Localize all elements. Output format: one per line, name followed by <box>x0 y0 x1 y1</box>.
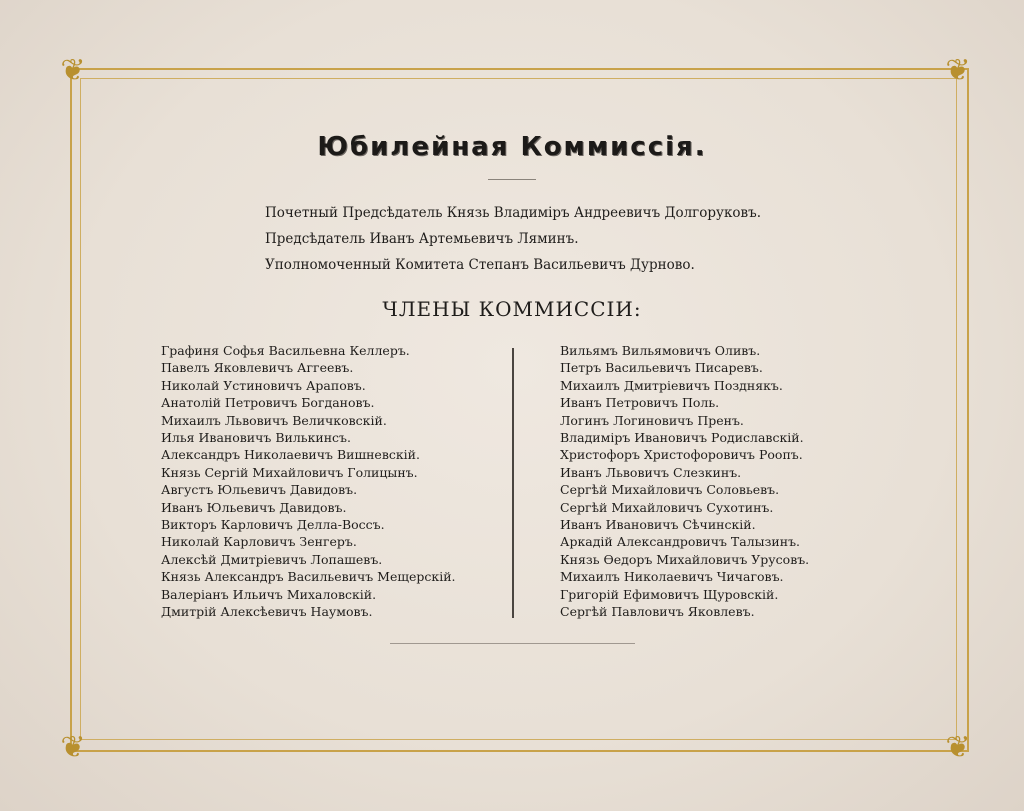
members-column-left <box>161 342 511 621</box>
list-item: Михаилъ Николаевичъ Чичаговъ. <box>560 569 784 585</box>
list-item: Михаилъ Дмитріевичъ Позднякъ. <box>560 377 783 393</box>
list-item: Петръ Васильевичъ Писаревъ. <box>560 360 763 376</box>
list-item: Августъ Юльевичъ Давидовъ. <box>161 482 358 498</box>
list-item: Илья Ивановичъ Вилькинсъ. <box>161 430 351 446</box>
bottom-divider <box>390 643 635 644</box>
list-item: Анатолій Петровичъ Богдановъ. <box>161 395 375 411</box>
column-divider <box>512 348 514 618</box>
list-item: Графиня Софья Васильевна Келлеръ. <box>161 343 410 358</box>
list-item: Иванъ Юльевичъ Давидовъ. <box>161 499 347 515</box>
list-item: Алексѣй Дмитріевичъ Лопашевъ. <box>161 551 383 567</box>
list-item: Сергѣй Павловичъ Яковлевъ. <box>560 604 755 620</box>
members-column-right <box>560 342 890 621</box>
list-item: Князь Александръ Васильевичъ Мещерскій. <box>161 569 456 585</box>
officer-committee-delegate: Уполномоченный Комитета Степанъ Васильевичъ Дурново. <box>265 257 695 273</box>
officer-honorary-chairman: Почетный Предсѣдатель Князь Владиміръ Андреевичъ Долгоруковъ. <box>265 205 761 221</box>
list-item: Григорій Ефимовичъ Щуровскій. <box>560 586 779 602</box>
list-item: Николай Устиновичъ Араповъ. <box>161 377 366 393</box>
list-item: Дмитрій Алексѣевичъ Наумовъ. <box>161 604 373 620</box>
list-item: Викторъ Карловичъ Делла-Воссъ. <box>161 517 385 533</box>
ornament-corner-icon: ❦ <box>945 730 971 765</box>
title-divider <box>488 179 536 180</box>
officer-chairman: Предсѣдатель Иванъ Артемьевичъ Ляминъ. <box>265 231 579 247</box>
list-item: Михаилъ Львовичъ Величковскій. <box>161 412 387 428</box>
page-title: Юбилейная Коммиссія. <box>317 132 707 162</box>
list-item: Иванъ Львовичъ Слезкинъ. <box>560 464 742 480</box>
list-item: Сергѣй Михайловичъ Сухотинъ. <box>560 499 774 515</box>
list-item: Аркадій Александровичъ Талызинъ. <box>560 534 801 550</box>
list-item: Иванъ Петровичъ Поль. <box>560 395 720 411</box>
ornament-corner-icon: ❦ <box>60 53 86 88</box>
list-item: Владиміръ Ивановичъ Родиславскій. <box>560 430 804 446</box>
list-item: Христофоръ Христофоровичъ Роопъ. <box>560 447 803 463</box>
list-item: Сергѣй Михайловичъ Соловьевъ. <box>560 482 780 498</box>
list-item: Князь Ѳедоръ Михайловичъ Урусовъ. <box>560 551 810 567</box>
list-item: Князь Сергій Михайловичъ Голицынъ. <box>161 464 418 480</box>
list-item: Павелъ Яковлевичъ Аггеевъ. <box>161 360 354 376</box>
ornament-corner-icon: ❦ <box>945 53 971 88</box>
list-item: Логинъ Логиновичъ Пренъ. <box>560 412 744 428</box>
officers-list <box>265 200 825 278</box>
list-item: Александръ Николаевичъ Вишневскій. <box>161 447 420 463</box>
list-item: Иванъ Ивановичъ Сѣчинскій. <box>560 517 756 533</box>
members-heading: ЧЛЕНЫ КОММИССІИ: <box>382 297 642 321</box>
list-item: Вильямъ Вильямовичъ Оливъ. <box>560 343 761 358</box>
list-item: Валеріанъ Ильичъ Михаловскій. <box>161 586 377 602</box>
ornament-corner-icon: ❦ <box>60 730 86 765</box>
list-item: Николай Карловичъ Зенгеръ. <box>161 534 357 550</box>
